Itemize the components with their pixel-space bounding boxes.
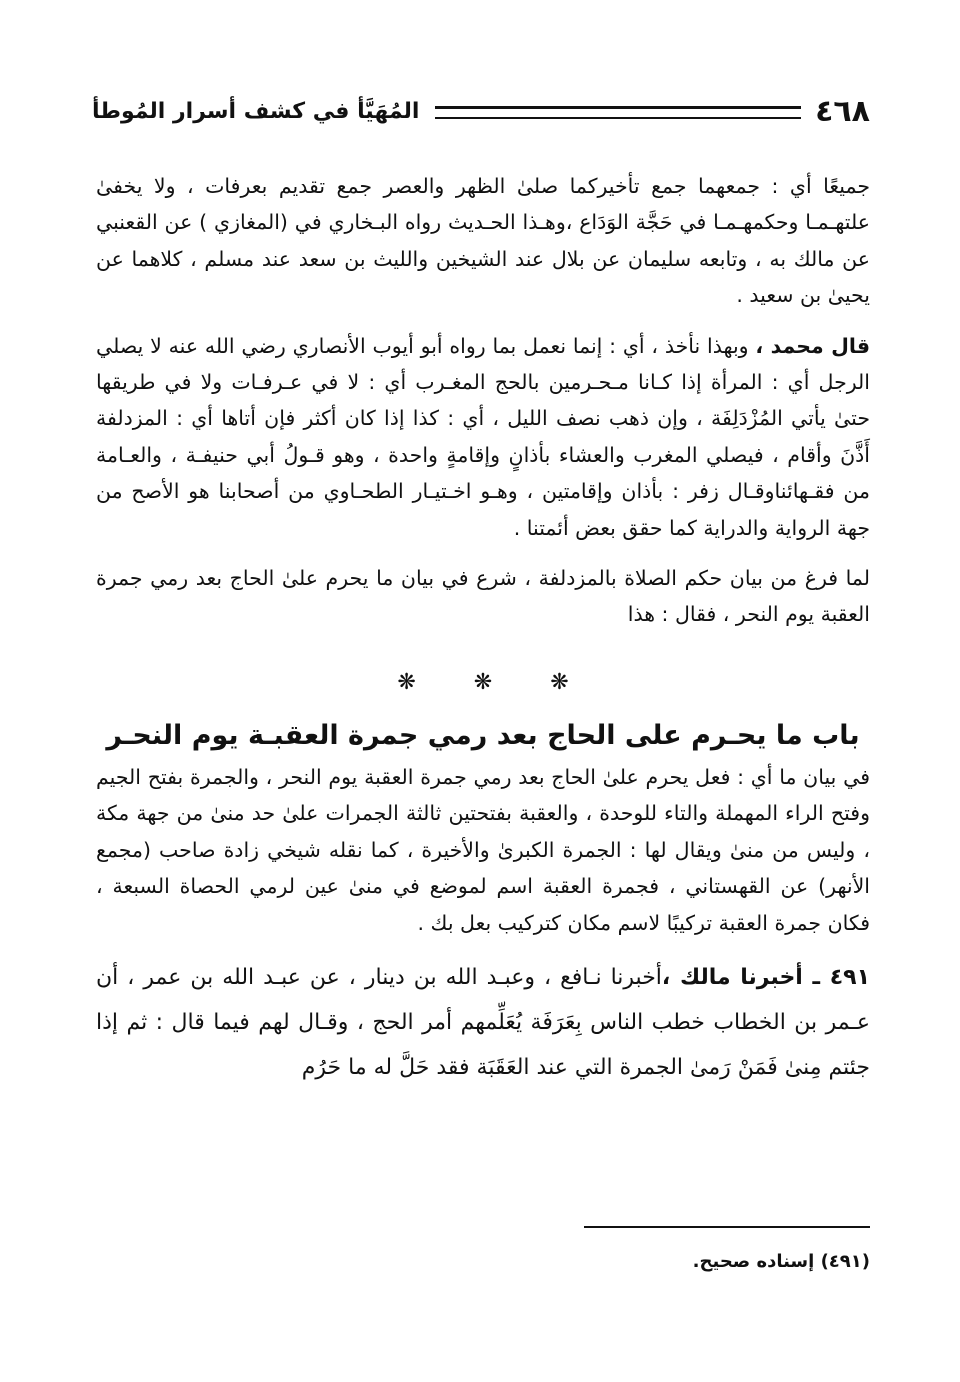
- section-separator: [96, 667, 870, 699]
- book-title: المُهَيَّأ في كشف أسرار المُوطأ: [92, 99, 420, 124]
- star-ornament: ❋: [397, 669, 416, 695]
- hadith-number: ٤٩١ ـ: [812, 964, 871, 990]
- header-rule: [435, 106, 801, 119]
- chapter-title: باب ما يحـرم على الحاج بعد رمي جمرة العقبـة يوم النحـر: [106, 719, 860, 751]
- paragraph-commentary-3: لما فرغ من بيان حكم الصلاة بالمزدلفة ، شرع في بيان ما يحرم علىٰ الحاج بعد رمي جمرة العقبة يوم النحر ، فقال : هذا: [96, 566, 870, 627]
- paragraph-commentary-2-text: وبهذا نأخذ ، أي : إنما نعمل بما رواه أبو أيوب الأنصاري رضي الله عنه لا يصلي الرجل أي : المرأة إذا كـانا مـحـرمين بالحج المغـرب أي : لا في عـرفـات ولا في طريقها حتىٰ يأتي المُزْدَلِفَة ، وإن ذهب نصف الليل ، أي : كذا إذا كان أكثر فإن أتاها أي : المزدلفة أَذَّنَ وأقام ، فيصلي المغرب والعشاء بأذانٍ وإقامةٍ واحدة ، وهو قـولُ أبي حنيفـة ، والعـامة من فقـهائناوقـال زفر : بأذان وإقامتين ، وهـو اخـتيـار الطحـاوي من أصحابنا هو الأصح من جهة الرواية والدراية كما حقق بعض أئمتنا .: [96, 333, 870, 540]
- hadith-491: [96, 955, 870, 1090]
- footnote: (٤٩١) إسناده صحيح.: [692, 1251, 870, 1272]
- chapter-body: في بيان ما أي : فعل يحرم علىٰ الحاج بعد رمي جمرة العقبة يوم النحر ، والجمرة بفتح الجيم وفتح الراء المهملة والتاء للوحدة ، والعقبة بفتحتين ثالثة الجمرات علىٰ حد منىٰ من جهة مكة ، وليس من منىٰ ويقال لها : الجمرة الكبرىٰ والأخيرة ، كما نقله شيخي زادة صاحب (مجمع الأنهر) عن القهستاني ، فجمرة العقبة اسم لموضع في منىٰ عين لرمي الحصاة السبعة ، فكان جمرة العقبة تركيبًا لاسم مكان كتركيب بعل بك .: [96, 764, 870, 935]
- paragraph-commentary-1: جميعًا أي : جمعهما جمع تأخيركما صلىٰ الظهر والعصر جمع تقديم بعرفات ، ولا يخفىٰ علتهـمـا وحكمهـمـا في حَجَّة الوَدَاع ،وهـذا الحـديث رواه البـخاري في (المغازي ) عن القعنبي عن مالك به ، وتابعه سليمان عن بلال عند الشيخين والليث بن سعد عند مسلم ، كلاهما عن يحيىٰ بن سعيد .: [96, 174, 870, 308]
- page-number: ٤٦٨: [815, 94, 870, 129]
- paragraph-commentary-2: [96, 328, 870, 546]
- footnote-rule: [584, 1226, 870, 1228]
- main-text: [96, 168, 870, 1090]
- running-header: [92, 92, 870, 132]
- star-ornament: ❋: [550, 669, 569, 695]
- speaker-label: قال محمد ،: [755, 333, 871, 358]
- star-ornament: ❋: [473, 669, 493, 695]
- hadith-narrator: أخبرنا مالك ،: [661, 964, 813, 990]
- hadith-text: أخبرنا نـافع ، وعبـد الله بن دينار ، عن عبـد الله بن عمر ، أن عـمر بن الخطاب خطب الناس بِعَرَفَة يُعَلِّمهم أمر الحج ، وقـال لهم فيما قال : ثم إذا جئتم مِنىٰ فَمَنْ رَمىٰ الجمرة التي عند العَقَبَة فقد حَلَّ له ما حَرُم: [96, 964, 870, 1080]
